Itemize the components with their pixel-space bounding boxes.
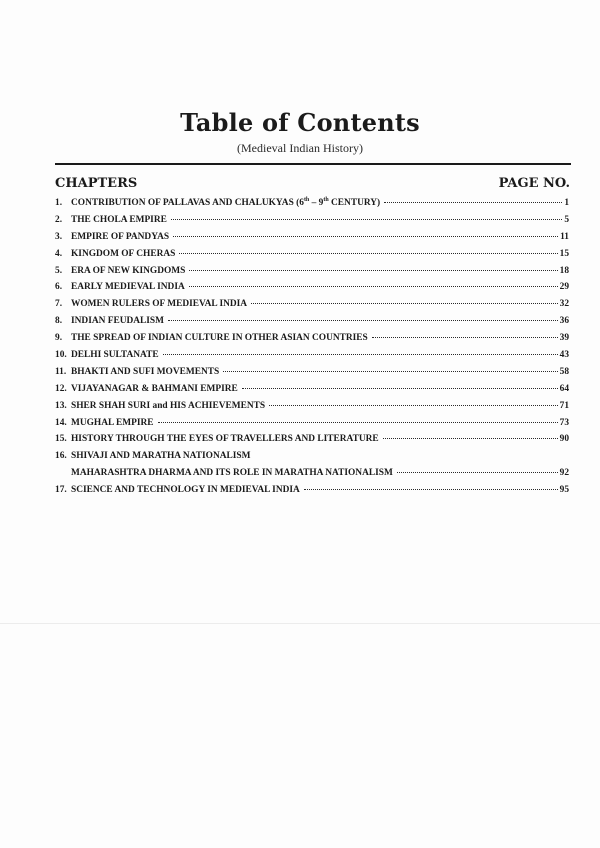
toc-entry-page: 15	[559, 248, 569, 259]
toc-entry-page: 36	[559, 316, 569, 327]
scan-fold-line	[0, 623, 600, 624]
toc-entry-title: KINGDOM OF CHERAS	[71, 248, 176, 259]
dot-leader	[179, 253, 557, 254]
dot-leader	[189, 270, 557, 271]
page-subtitle: (Medieval Indian History)	[237, 141, 363, 155]
toc-entry-number: 12.	[55, 383, 67, 394]
toc-entry-number: 2.	[55, 214, 63, 225]
page-title: Table of Contents	[180, 108, 420, 137]
dot-leader	[372, 337, 558, 338]
toc-entry[interactable]	[55, 418, 569, 435]
toc-entry-page: 11	[560, 231, 569, 242]
page-number-column-header: PAGE NO.	[498, 176, 570, 191]
toc-entry[interactable]	[55, 232, 569, 249]
toc-entry-page: 58	[559, 366, 569, 377]
toc-entry[interactable]	[55, 249, 569, 266]
toc-entry-title: BHAKTI AND SUFI MOVEMENTS	[71, 366, 220, 377]
toc-entry-page: 5	[564, 214, 569, 225]
toc-entry-page: 39	[559, 333, 569, 344]
toc-entry-page: 95	[559, 485, 569, 496]
header-rule	[55, 163, 571, 165]
toc-entry-number: 4.	[55, 248, 63, 259]
toc-entry-title: EMPIRE OF PANDYAS	[71, 231, 170, 242]
toc-entry-title: VIJAYANAGAR & BAHMANI EMPIRE	[71, 383, 238, 394]
toc-entry-number: 10.	[55, 350, 67, 361]
chapters-column-header: CHAPTERS	[55, 176, 138, 191]
toc-entry-number: 5.	[55, 265, 63, 276]
toc-entry-page: 29	[559, 282, 569, 293]
dot-leader	[397, 472, 558, 473]
toc-entry-page: 43	[559, 350, 569, 361]
toc-entry-number: 15.	[55, 434, 67, 445]
dot-leader	[158, 422, 558, 423]
toc-entry-number: 9.	[55, 333, 63, 344]
toc-list	[55, 198, 569, 502]
toc-entry-number: 6.	[55, 282, 63, 293]
dot-leader	[223, 371, 557, 372]
toc-entry[interactable]	[55, 299, 569, 316]
toc-entry-title: WOMEN RULERS OF MEDIEVAL INDIA	[71, 299, 248, 310]
toc-entry-title: CONTRIBUTION OF PALLAVAS AND CHALUKYAS (6th – 9th CENTURY)	[71, 196, 381, 208]
toc-entry-page: 32	[559, 299, 569, 310]
dot-leader	[173, 236, 558, 237]
toc-entry-number: 7.	[55, 299, 63, 310]
toc-entry[interactable]	[55, 282, 569, 299]
toc-entry-title: SHIVAJI AND MARATHA NATIONALISM	[71, 451, 251, 462]
toc-entry-title: EARLY MEDIEVAL INDIA	[71, 282, 185, 293]
toc-entry-title: MAHARASHTRA DHARMA AND ITS ROLE IN MARATHA NATIONALISM	[71, 468, 393, 479]
toc-entry-page: 71	[559, 400, 569, 411]
toc-entry-page: 64	[559, 383, 569, 394]
toc-entry-page: 90	[559, 434, 569, 445]
toc-entry-title: ERA OF NEW KINGDOMS	[71, 265, 186, 276]
toc-entry-title: SCIENCE AND TECHNOLOGY IN MEDIEVAL INDIA	[71, 485, 300, 496]
toc-entry[interactable]	[55, 434, 569, 451]
toc-entry-title: DELHI SULTANATE	[71, 350, 159, 361]
toc-entry-page: 73	[559, 417, 569, 428]
dot-leader	[189, 286, 558, 287]
toc-entry-number: 1.	[55, 198, 63, 208]
dot-leader	[242, 388, 558, 389]
toc-entry-number: 14.	[55, 417, 67, 428]
toc-entry[interactable]	[55, 198, 569, 215]
toc-entry-number: 16.	[55, 451, 67, 462]
toc-entry-number: 13.	[55, 400, 67, 411]
dot-leader	[251, 303, 558, 304]
toc-entry-page: 1	[564, 198, 569, 208]
toc-entry[interactable]	[55, 468, 569, 485]
toc-entry[interactable]	[55, 215, 569, 232]
dot-leader	[163, 354, 558, 355]
dot-leader	[171, 219, 562, 220]
toc-entry-number: 17.	[55, 485, 67, 496]
dot-leader	[384, 202, 562, 203]
dot-leader	[269, 405, 558, 406]
toc-entry[interactable]	[55, 316, 569, 333]
toc-entry-number: 3.	[55, 231, 63, 242]
toc-entry[interactable]	[55, 401, 569, 418]
toc-entry-page: 92	[559, 468, 569, 479]
toc-entry-title: INDIAN FEUDALISM	[71, 316, 164, 327]
dot-leader	[383, 438, 558, 439]
toc-entry-page: 18	[559, 265, 569, 276]
toc-entry-title: SHER SHAH SURI and HIS ACHIEVEMENTS	[71, 400, 266, 411]
dot-leader	[168, 320, 558, 321]
toc-entry[interactable]	[55, 485, 569, 502]
toc-entry-number: 8.	[55, 316, 63, 327]
toc-entry[interactable]	[55, 367, 569, 384]
toc-entry-number: 11.	[55, 366, 67, 377]
toc-entry-title: THE CHOLA EMPIRE	[71, 214, 167, 225]
toc-entry[interactable]	[55, 266, 569, 283]
toc-entry-title: MUGHAL EMPIRE	[71, 417, 154, 428]
toc-entry[interactable]	[55, 350, 569, 367]
toc-entry[interactable]	[55, 384, 569, 401]
toc-entry[interactable]	[55, 451, 569, 468]
toc-entry[interactable]	[55, 333, 569, 350]
dot-leader	[304, 489, 558, 490]
toc-entry-title: HISTORY THROUGH THE EYES OF TRAVELLERS AND LITERATURE	[71, 434, 379, 445]
toc-entry-title: THE SPREAD OF INDIAN CULTURE IN OTHER ASIAN COUNTRIES	[71, 333, 368, 344]
